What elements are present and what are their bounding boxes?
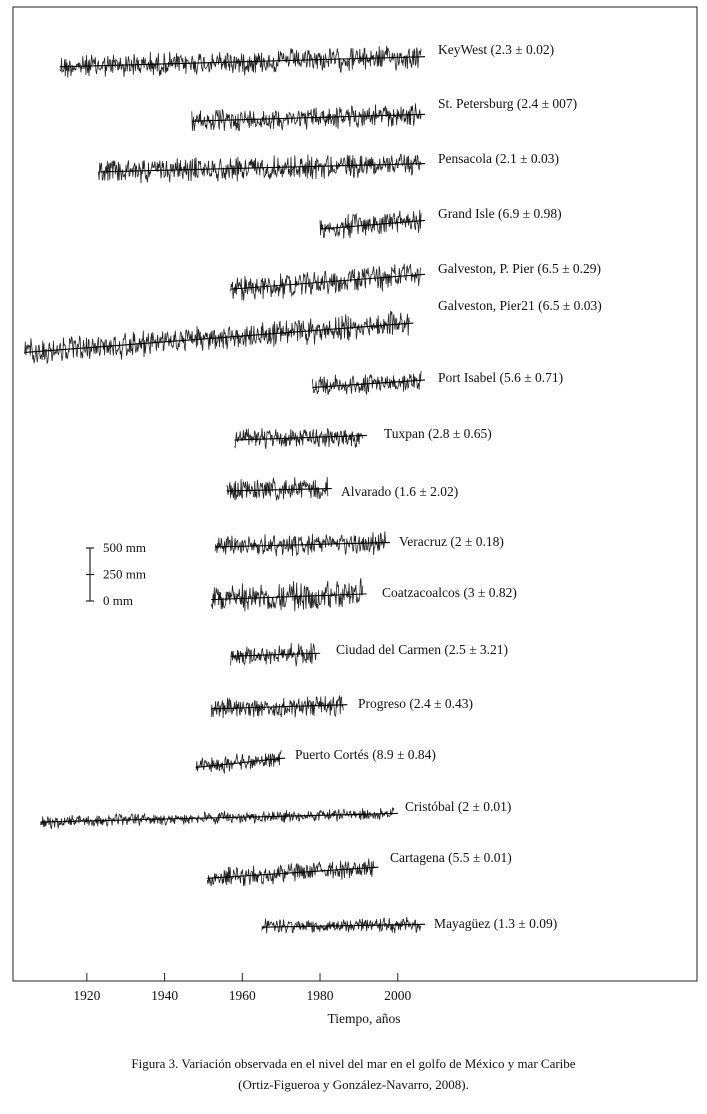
series-label-puerto-cortes: Puerto Cortés (8.9 ± 0.84) [295, 747, 436, 763]
series-label-grand-isle: Grand Isle (6.9 ± 0.98) [438, 206, 562, 222]
series-label-coatzacoalcos: Coatzacoalcos (3 ± 0.82) [382, 585, 517, 601]
x-axis-label: Tiempo, años [327, 1011, 401, 1026]
x-tick-label-1980: 1980 [306, 988, 334, 1003]
series-label-st-petersburg: St. Petersburg (2.4 ± 007) [438, 96, 578, 112]
series-label-port-isabel: Port Isabel (5.6 ± 0.71) [438, 370, 564, 386]
x-tick-label-1920: 1920 [73, 988, 101, 1003]
series-label-ciudad-del-carmen: Ciudad del Carmen (2.5 ± 3.21) [336, 642, 508, 658]
x-tick-label-2000: 2000 [384, 988, 412, 1003]
series-label-progreso: Progreso (2.4 ± 0.43) [358, 696, 474, 712]
scale-bar-label-250: 250 mm [103, 566, 146, 582]
figure-caption-line-1: Figura 3. Variación observada en el nivel del mar en el golfo de México y mar Caribe [131, 1056, 576, 1071]
series-label-cartagena: Cartagena (5.5 ± 0.01) [390, 850, 512, 866]
series-label-pensacola: Pensacola (2.1 ± 0.03) [438, 151, 560, 167]
series-label-galveston-p-pier: Galveston, P. Pier (6.5 ± 0.29) [438, 261, 602, 277]
scale-bar-label-0: 0 mm [103, 592, 133, 608]
series-label-mayaguez: Mayagüez (1.3 ± 0.09) [434, 916, 558, 932]
scale-bar-label-500: 500 mm [103, 539, 146, 555]
series-label-galveston-pier21: Galveston, Pier21 (6.5 ± 0.03) [438, 298, 602, 314]
series-label-cristobal: Cristóbal (2 ± 0.01) [405, 799, 512, 815]
series-label-tuxpan: Tuxpan (2.8 ± 0.65) [384, 426, 492, 442]
series-label-alvarado: Alvarado (1.6 ± 2.02) [341, 484, 459, 500]
x-tick-label-1940: 1940 [151, 988, 179, 1003]
series-label-veracruz: Veracruz (2 ± 0.18) [399, 534, 504, 550]
series-label-keywest: KeyWest (2.3 ± 0.02) [438, 42, 555, 58]
figure-caption-line-2: (Ortiz-Figueroa y González-Navarro, 2008). [238, 1077, 469, 1092]
x-tick-label-1960: 1960 [228, 988, 256, 1003]
